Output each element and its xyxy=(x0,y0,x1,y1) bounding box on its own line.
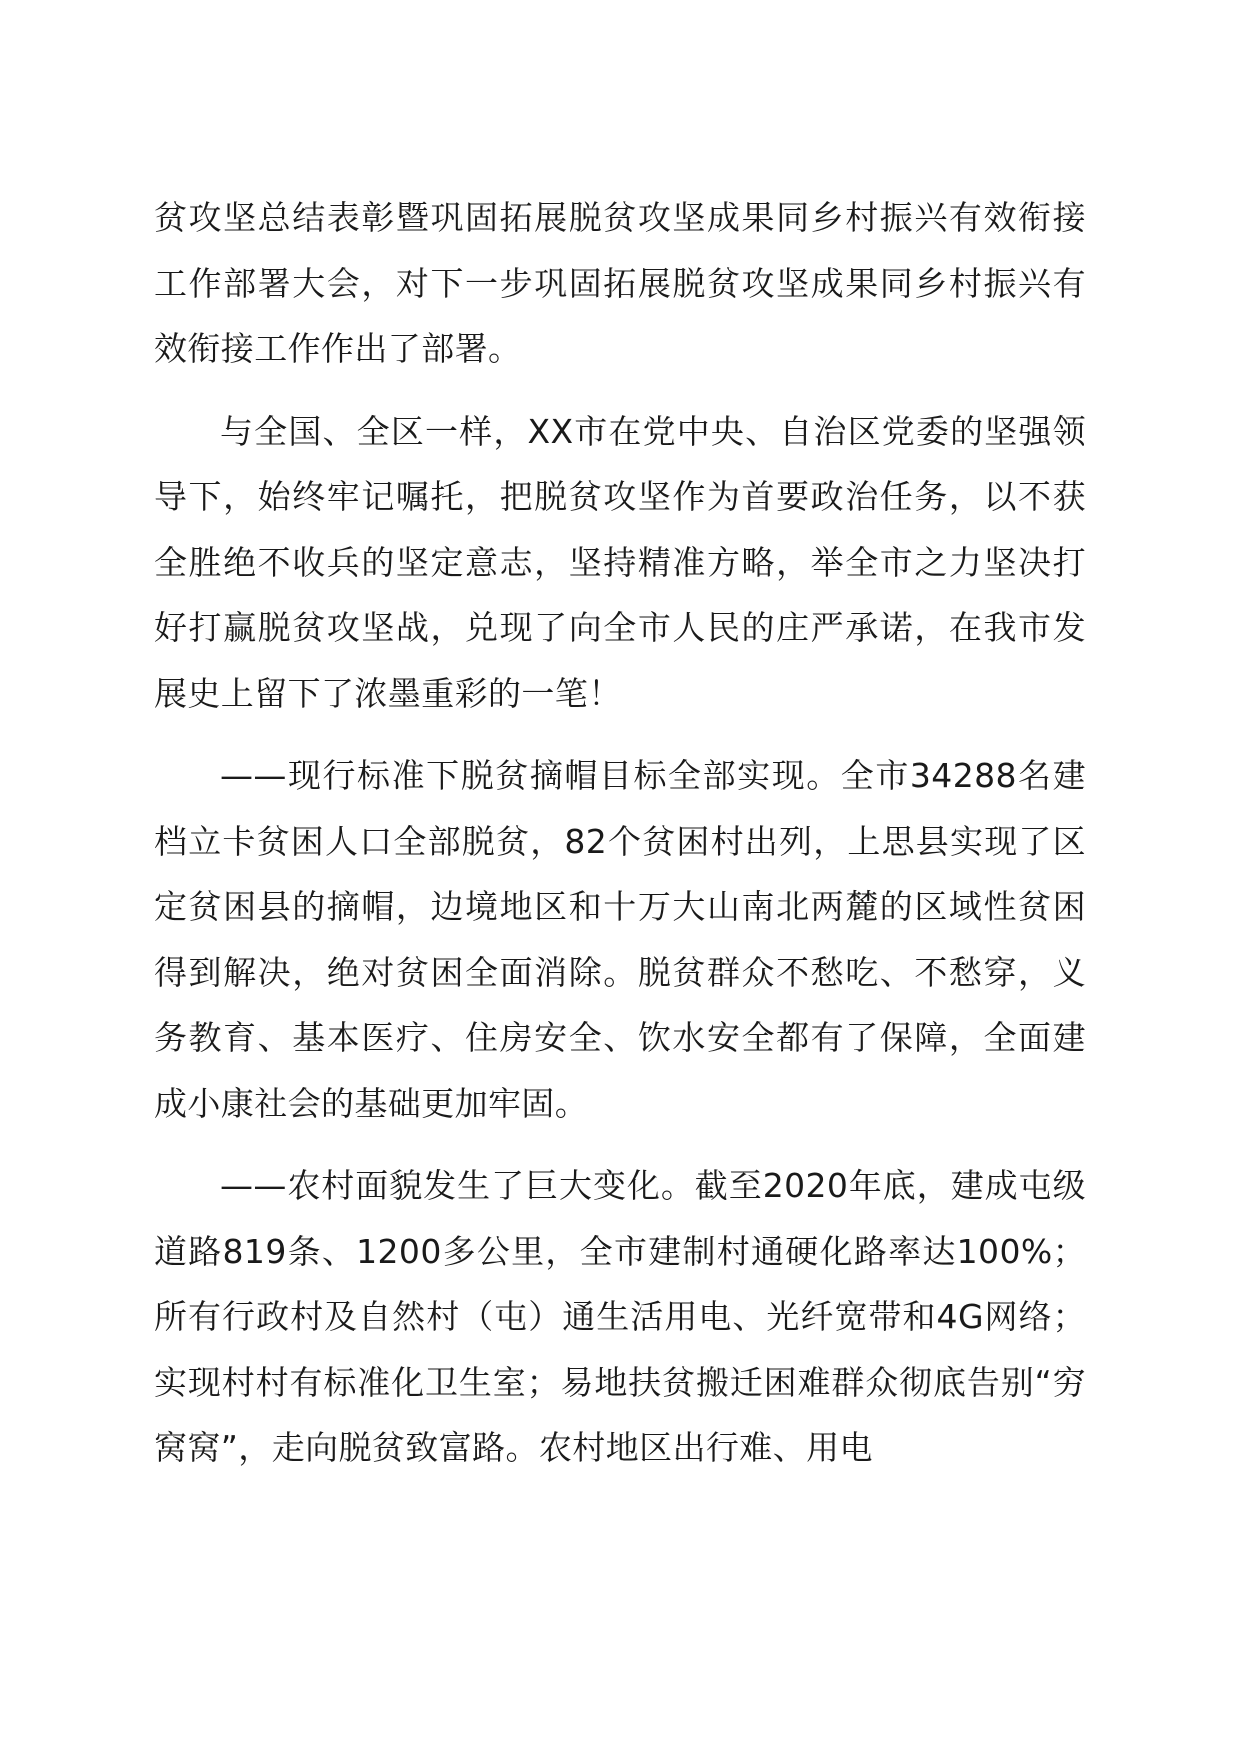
paragraph-3: ——现行标准下脱贫摘帽目标全部实现。全市34288名建档立卡贫困人口全部脱贫，82个贫困村出列，上思县实现了区定贫困县的摘帽，边境地区和十万大山南北两麓的区域性贫困得到解决，绝对贫困全面消除。脱贫群众不愁吃、不愁穿，义务教育、基本医疗、住房安全、饮水安全都有了保障，全面建成小康社会的基础更加牢固。 xyxy=(154,756,1086,1123)
paragraph-2: 与全国、全区一样，XX市在党中央、自治区党委的坚强领导下，始终牢记嘱托，把脱贫攻坚作为首要政治任务，以不获全胜绝不收兵的坚定意志，坚持精准方略，举全市之力坚决打好打赢脱贫攻坚战，兑现了向全市人民的庄严承诺，在我市发展史上留下了浓墨重彩的一笔！ xyxy=(154,411,1086,713)
document-body xyxy=(154,185,1086,1498)
paragraph-1: 贫攻坚总结表彰暨巩固拓展脱贫攻坚成果同乡村振兴有效衔接工作部署大会，对下一步巩固拓展脱贫攻坚成果同乡村振兴有效衔接工作作出了部署。 xyxy=(154,198,1086,368)
paragraph-4: ——农村面貌发生了巨大变化。截至2020年底，建成屯级道路819条、1200多公里，全市建制村通硬化路率达100%；所有行政村及自然村（屯）通生活用电、光纤宽带和4G网络；实现村村有标准化卫生室；易地扶贫搬迁困难群众彻底告别“穷窝窝”，走向脱贫致富路。农村地区出行难、用电 xyxy=(154,1166,1086,1467)
